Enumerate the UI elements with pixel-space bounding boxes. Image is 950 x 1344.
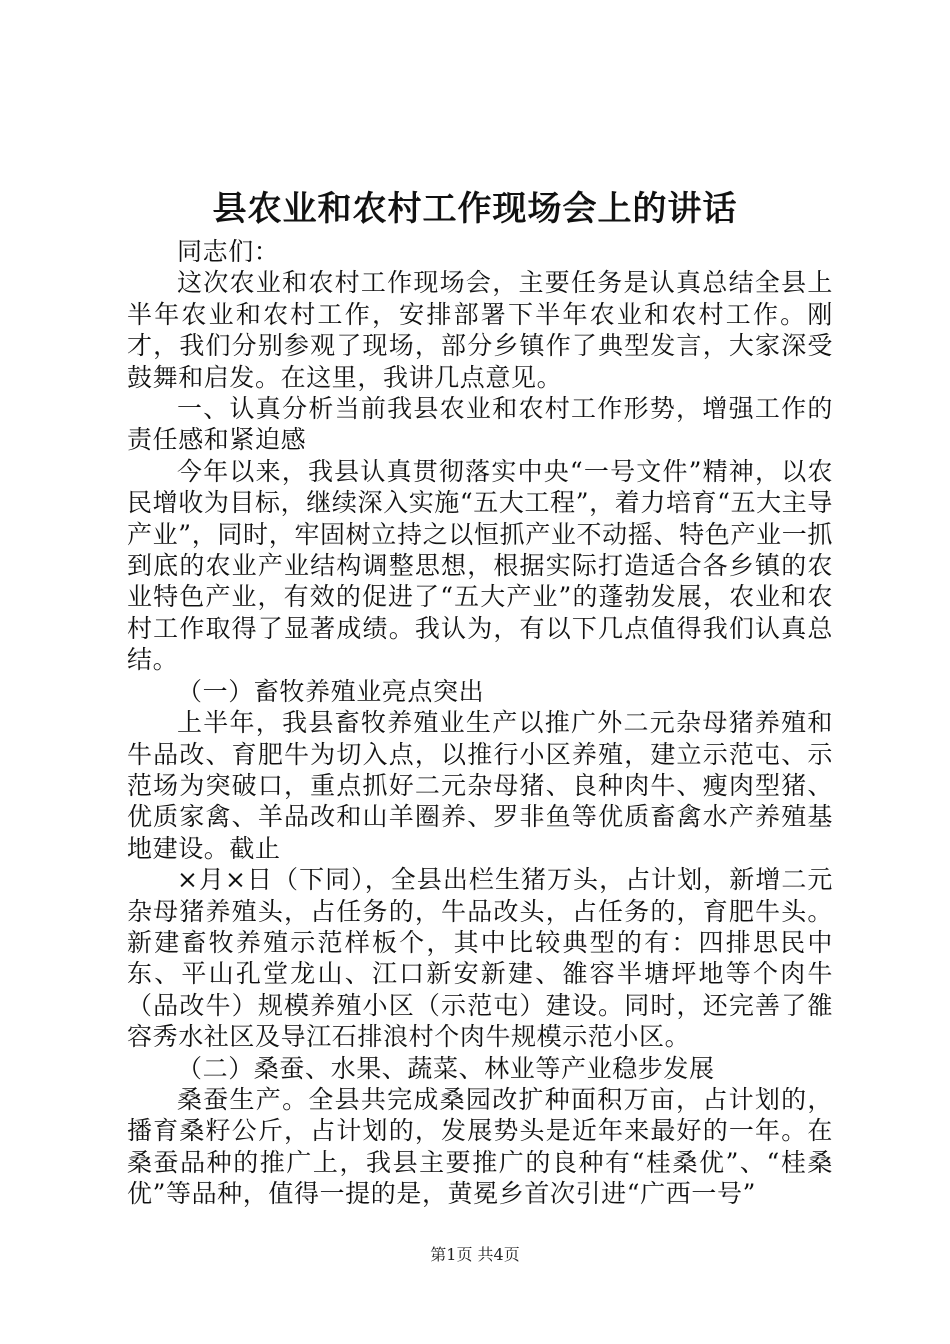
subsection-heading: （一）畜牧养殖业亮点突出	[177, 676, 485, 706]
body-paragraph: 桑蚕生产。全县共完成桑园改扩种面积万亩，占计划的，播育桑籽公斤，占计划的，发展势头是近年来最好的一年。在桑蚕品种的推广上，我县主要推广的良种有“桂桑优”、“桂桑优”等品种，值得一提的是，黄冕乡首次引进“广西一号”	[127, 1084, 833, 1209]
body-paragraph: 今年以来，我县认真贯彻落实中央“一号文件”精神，以农民增收为目标，继续深入实施“五大工程”，着力培育“五大主导产业”，同时，牢固树立持之以恒抓产业不动摇、特色产业一抓到底的农业产业结构调整思想，根据实际打造适合各乡镇的农业特色产业，有效的促进了“五大产业”的蓬勃发展，农业和农村工作取得了显著成绩。我认为，有以下几点值得我们认真总结。	[127, 456, 833, 675]
body-paragraph: 上半年，我县畜牧养殖业生产以推广外二元杂母猪养殖和牛品改、育肥牛为切入点，以推行小区养殖，建立示范屯、示范场为突破口，重点抓好二元杂母猪、良种肉牛、瘦肉型猪、优质家禽、羊品改和山羊圈养、罗非鱼等优质畜禽水产养殖基地建设。截止	[127, 708, 833, 863]
body-paragraph: 这次农业和农村工作现场会，主要任务是认真总结全县上半年农业和农村工作，安排部署下半年农业和农村工作。刚才，我们分别参观了现场，部分乡镇作了典型发言，大家深受鼓舞和启发。在这里，我讲几点意见。	[127, 268, 833, 392]
section-heading: 一、认真分析当前我县农业和农村工作形势，增强工作的责任感和紧迫感	[127, 394, 833, 455]
document-title: 县农业和农村工作现场会上的讲话	[212, 189, 738, 229]
body-paragraph: ×月×日（下同），全县出栏生猪万头，占计划，新增二元杂母猪养殖头，占任务的，牛品改头，占任务的，育肥牛头。新建畜牧养殖示范样板个，其中比较典型的有：四排思民中东、平山孔堂龙山、江口新安新建、雒容半塘坪地等个肉牛（品改牛）规模养殖小区（示范屯）建设。同时，还完善了雒容秀水社区及导江石排浪村个肉牛规模示范小区。	[127, 865, 833, 1052]
document-body	[127, 236, 833, 1210]
page-footer: 第1页 共4页	[430, 1245, 520, 1264]
subsection-heading: （二）桑蚕、水果、蔬菜、林业等产业稳步发展	[177, 1053, 715, 1083]
salutation-paragraph: 同志们：	[177, 237, 280, 266]
